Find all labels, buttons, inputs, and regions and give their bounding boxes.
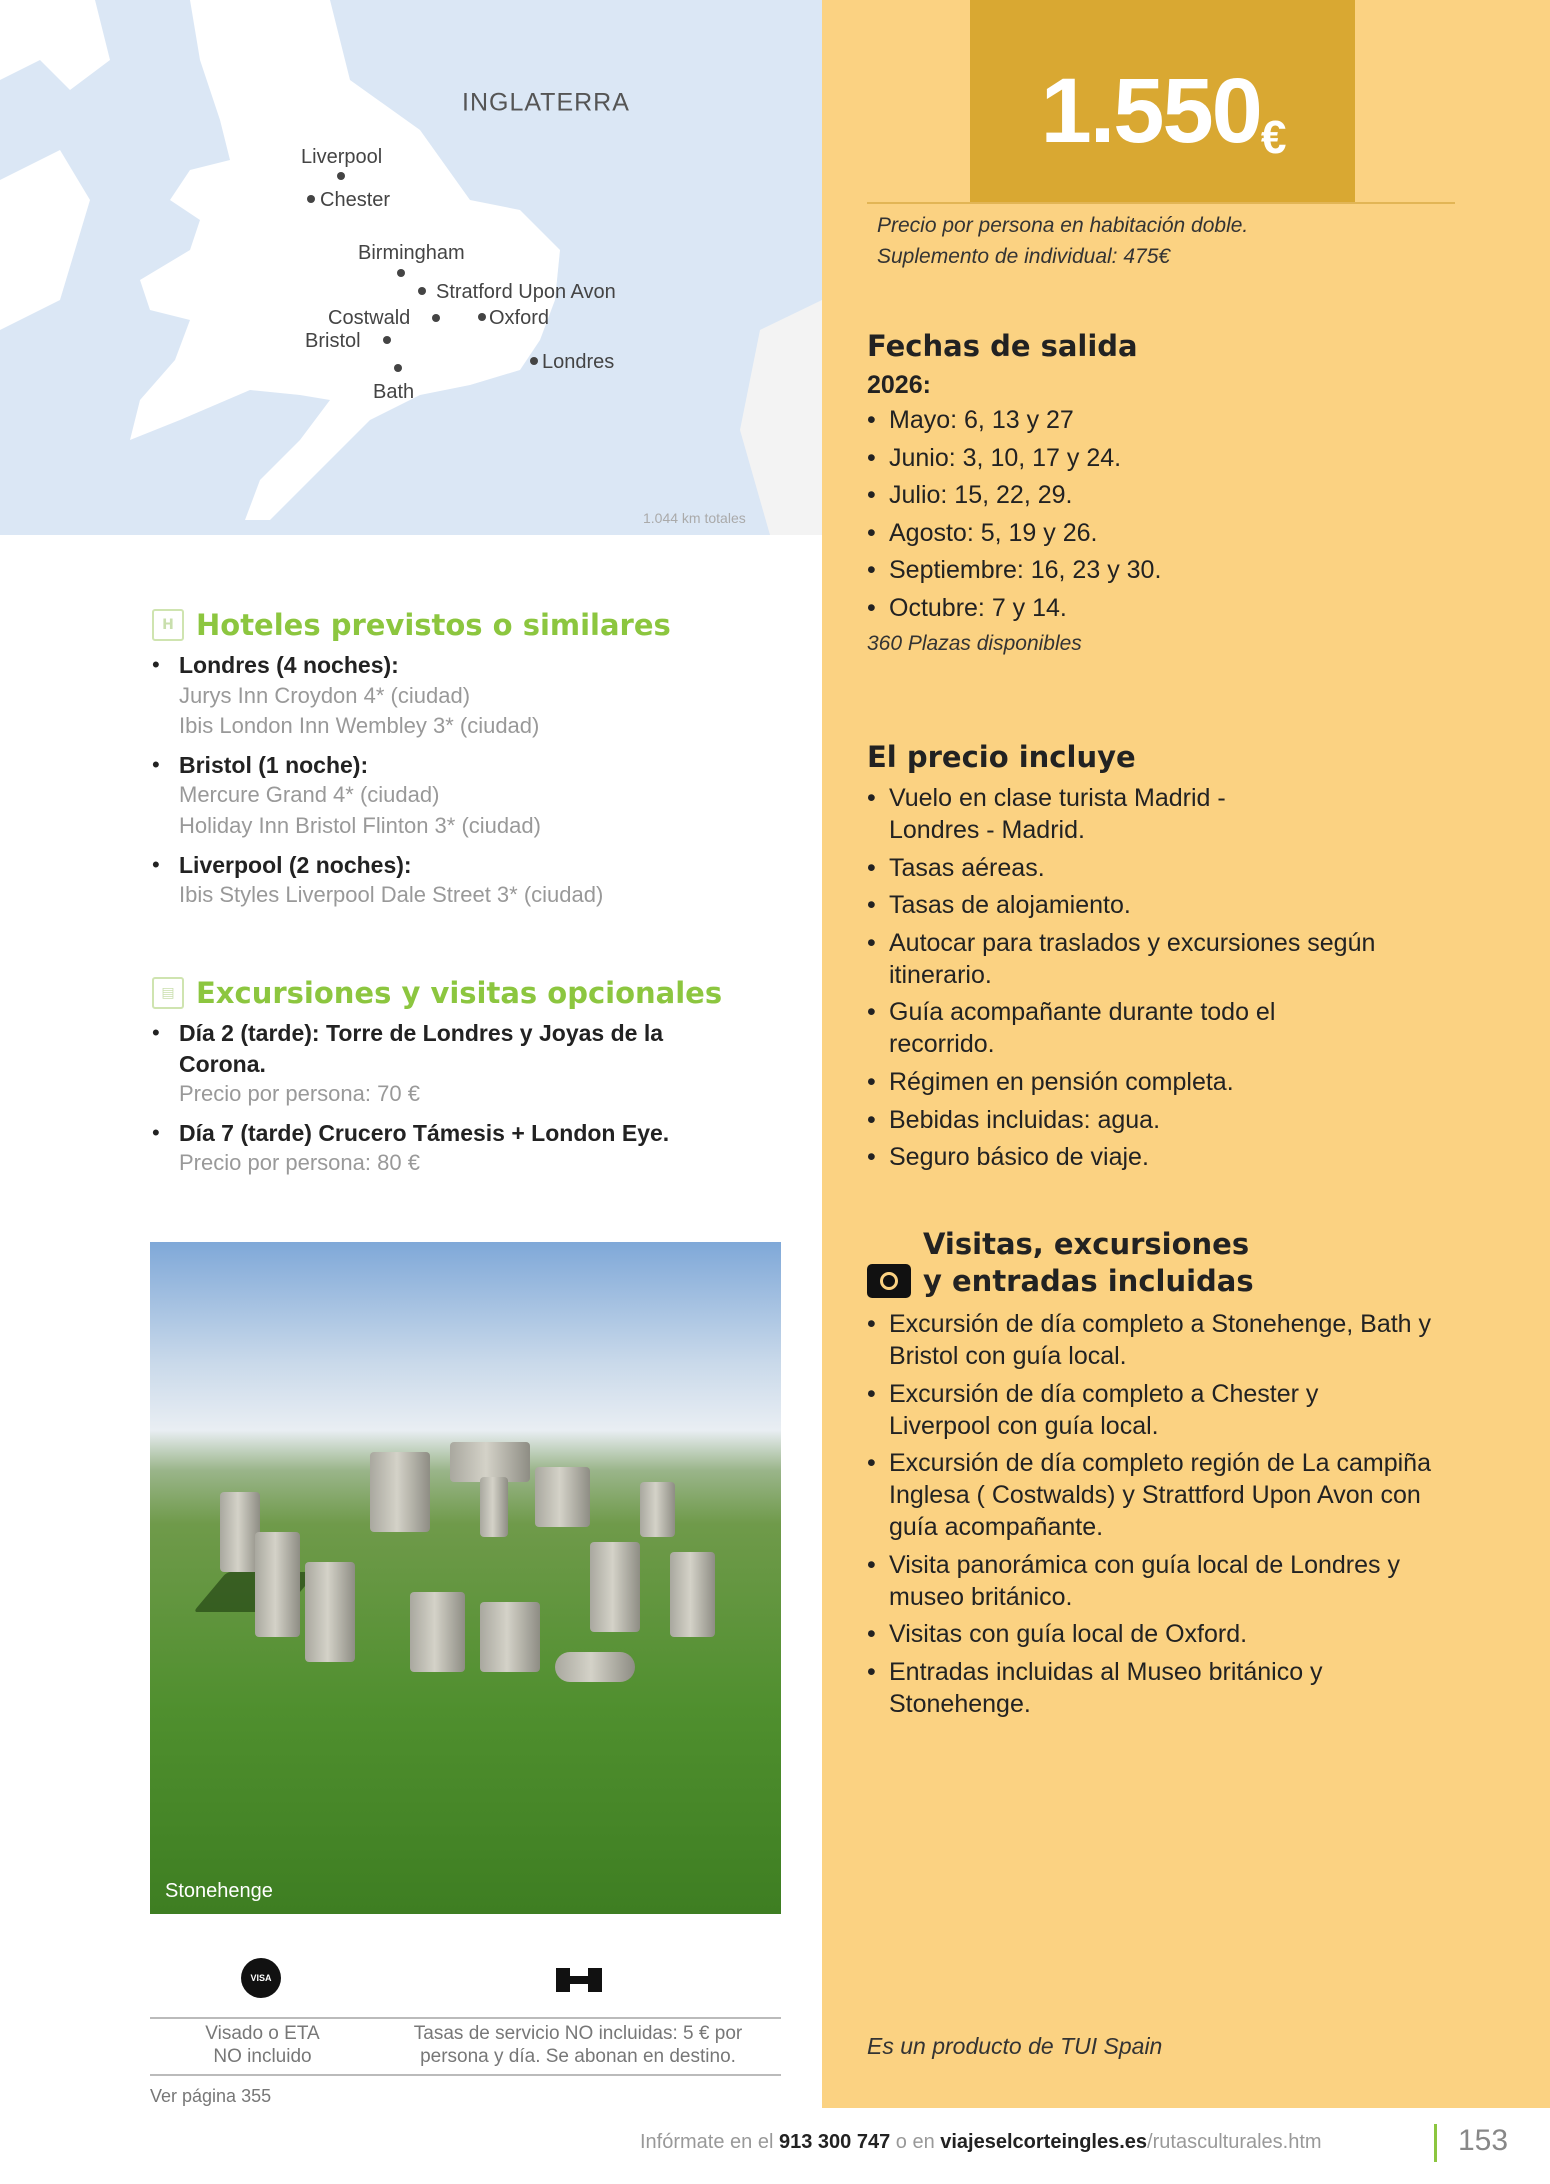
optional-item (152, 1018, 792, 1110)
visits-title: y entradas incluidas (923, 1264, 1254, 1298)
optional-excursions (152, 976, 792, 1187)
hotel-icon: H (152, 609, 184, 641)
list-item: • Excursión de día completo a Stonehenge, Bath y Bristol con guía local. (867, 1308, 1447, 1372)
dates-year: 2026: (867, 371, 931, 399)
map-city-bristol: Bristol (305, 330, 361, 352)
list-item: • Entradas incluidas al Museo británico y Stonehenge. (867, 1656, 1387, 1720)
map-city-chester: Chester (320, 189, 391, 211)
list-item: • Vuelo en clase turista Madrid - Londres - Madrid. (867, 782, 1307, 846)
excursion-name: • Día 2 (tarde): Torre de Londres y Joyas de la Corona. (179, 1020, 663, 1077)
service-fee-icon (556, 1968, 602, 1992)
included-visits (867, 1226, 1467, 1726)
list-item: • Tasas aéreas. (867, 852, 1467, 884)
divider (150, 2017, 781, 2019)
list-item: • Mayo: 6, 13 y 27 (867, 404, 1507, 436)
hotels-list (152, 650, 792, 911)
list-item: • Tasas de alojamiento. (867, 889, 1467, 921)
map-city-liverpool: Liverpool (301, 146, 383, 168)
footer-contact (640, 2131, 1322, 2154)
departure-dates (867, 329, 1507, 656)
list-item: • Septiembre: 16, 23 y 30. (867, 554, 1507, 586)
visits-list (867, 1308, 1467, 1720)
list-item: • Autocar para traslados y excursiones según itinerario. (867, 927, 1407, 991)
excursion-price: Precio por persona: 70 € (179, 1081, 420, 1107)
hotel-group (152, 850, 792, 911)
list-item: • Agosto: 5, 19 y 26. (867, 517, 1507, 549)
hotel-name: Ibis Styles Liverpool Dale Street 3* (ciudad) (179, 882, 604, 908)
excursion-price: Precio por persona: 80 € (179, 1150, 420, 1176)
visa-note (150, 2022, 375, 2068)
list-item: • Seguro básico de viaje. (867, 1141, 1467, 1173)
map-city-londres: Londres (542, 351, 615, 373)
visa-icon: VISA (241, 1958, 281, 1998)
camera-icon (867, 1264, 911, 1298)
footer-divider (1434, 2124, 1437, 2162)
footer-phone[interactable]: 913 300 747 (778, 2131, 891, 2153)
map-city-stratford: Stratford Upon Avon (436, 281, 616, 303)
map-dot (307, 195, 315, 203)
hotel-name: Holiday Inn Bristol Flinton 3* (ciudad) (179, 812, 541, 838)
photo-caption: Stonehenge (165, 1880, 273, 1902)
price-note: Precio por persona en habitación doble. (877, 214, 1249, 237)
fee-line: persona y día. Se abonan en destino. (420, 2046, 736, 2067)
visits-title: Visitas, excursiones (923, 1227, 1250, 1261)
hotel-group (152, 750, 792, 842)
map-dot (397, 269, 405, 277)
hotels-title: Hoteles previstos o similares (196, 608, 671, 642)
list-item: • Excursión de día completo región de La campiña Inglesa ( Costwalds) y Strattford Upon Avon con guía acompañante. (867, 1447, 1437, 1543)
list-item: • Excursión de día completo a Chester y Liverpool con guía local. (867, 1378, 1387, 1442)
excursion-name: • Día 7 (tarde) Crucero Támesis + London Eye. (179, 1119, 670, 1146)
map-city-oxford: Oxford (489, 307, 550, 329)
service-fee-note (375, 2022, 781, 2068)
price-badge (970, 0, 1355, 202)
route-map (0, 0, 822, 535)
hotel-name: Mercure Grand 4* (ciudad) (179, 782, 440, 808)
hotel-city: • Liverpool (2 noches): (179, 851, 412, 878)
includes-list (867, 782, 1467, 1173)
see-page-link[interactable]: Ver página 355 (150, 2086, 272, 2106)
hotels-section (152, 608, 792, 919)
list-item: • Visitas con guía local de Oxford. (867, 1618, 1467, 1650)
optional-title: Excursiones y visitas opcionales (196, 976, 723, 1010)
hotel-group (152, 650, 792, 742)
footer-text: o en (890, 2131, 941, 2153)
tui-product-note: Es un producto de TUI Spain (867, 2033, 1163, 2059)
map-landmass (0, 0, 822, 535)
hotel-name: Ibis London Inn Wembley 3* (ciudad) (179, 713, 540, 739)
optional-list (152, 1018, 792, 1179)
list-item: • Octubre: 7 y 14. (867, 592, 1507, 624)
price-includes (867, 740, 1467, 1179)
page-number: 153 (1458, 2124, 1509, 2157)
map-city-birmingham: Birmingham (358, 242, 465, 264)
list-item: • Régimen en pensión completa. (867, 1066, 1467, 1098)
divider (867, 202, 1455, 204)
optional-item (152, 1118, 792, 1179)
map-city-bath: Bath (373, 381, 415, 403)
list-item: • Visita panorámica con guía local de Londres y museo británico. (867, 1549, 1467, 1613)
map-dot (530, 357, 538, 365)
hotel-city: • Londres (4 noches): (179, 652, 399, 678)
map-dot (383, 336, 391, 344)
map-dot (478, 313, 486, 321)
visa-line: Visado o ETA (205, 2023, 320, 2044)
single-supplement: Suplemento de individual: 475€ (877, 245, 1171, 268)
list-item: • Guía acompañante durante todo el recorrido. (867, 996, 1337, 1060)
places-available: 360 Plazas disponibles (867, 631, 1082, 655)
footer-website-path[interactable]: /rutasculturales.htm (1147, 2131, 1322, 2153)
footer-website-link[interactable]: viajeselcorteingles.es (940, 2131, 1148, 2153)
price-notes (877, 210, 1248, 272)
map-dot (337, 172, 345, 180)
map-dot (418, 287, 426, 295)
footer-text: Infórmate en el (640, 2131, 779, 2153)
map-scale-note: 1.044 km totales (643, 510, 746, 526)
list-item: • Julio: 15, 22, 29. (867, 479, 1507, 511)
map-city-costwald: Costwald (328, 307, 411, 329)
map-dot (394, 364, 402, 372)
map-country-label: INGLATERRA (462, 88, 630, 117)
visa-line: NO incluido (213, 2046, 312, 2067)
fee-line: Tasas de servicio NO incluidas: 5 € por (413, 2023, 743, 2044)
price-currency: € (1260, 111, 1285, 163)
dates-list (867, 404, 1507, 624)
list-item: • Bebidas incluidas: agua. (867, 1104, 1467, 1136)
stonehenge-photo (150, 1242, 781, 1914)
map-dot (432, 314, 440, 322)
backpack-icon: ▤ (152, 977, 184, 1009)
dates-title: Fechas de salida (867, 329, 1138, 363)
includes-title: El precio incluye (867, 740, 1136, 774)
hotel-name: Jurys Inn Croydon 4* (ciudad) (179, 682, 471, 708)
hotel-city: • Bristol (1 noche): (179, 751, 369, 778)
list-item: • Junio: 3, 10, 17 y 24. (867, 442, 1507, 474)
price-amount: 1.550 (1040, 60, 1261, 162)
divider (150, 2074, 781, 2076)
